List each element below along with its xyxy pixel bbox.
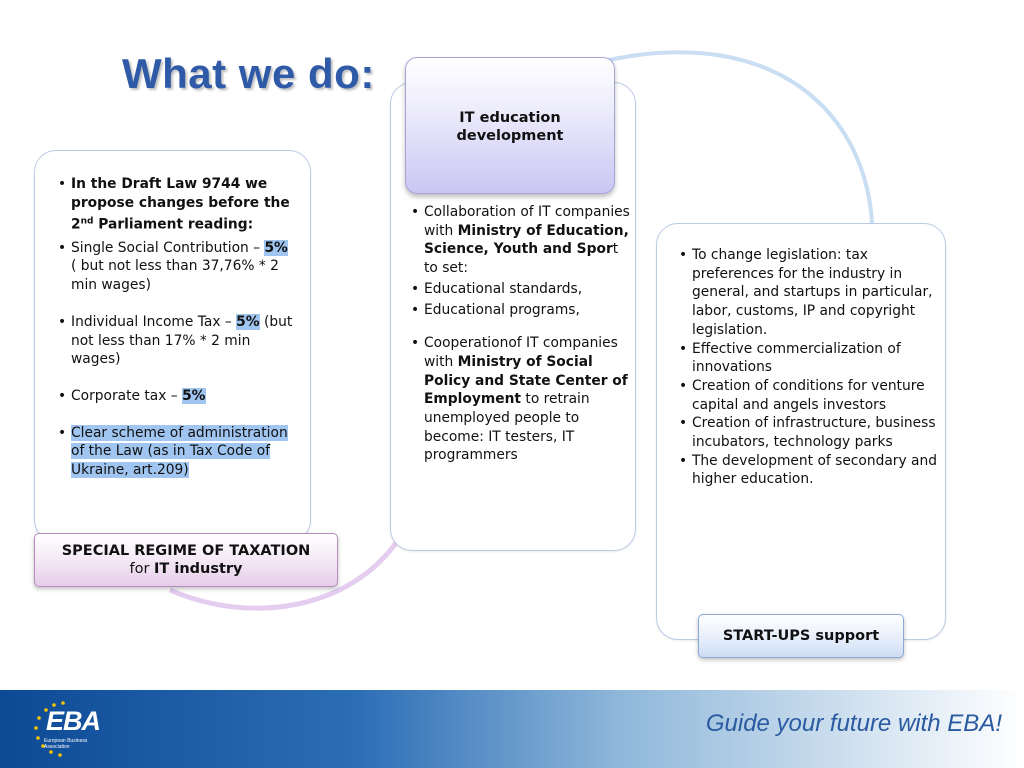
list-item: • Clear scheme of administration of the Law (as in Tax Code of Ukraine, art.209) — [58, 424, 293, 480]
list-item: • The development of secondary and higher education. — [679, 452, 937, 489]
taxation-list — [58, 175, 293, 480]
list-item: • Corporate tax – 5% — [58, 387, 293, 406]
list-item: • Educational standards, — [411, 280, 633, 299]
eba-logo-subtitle: European Business Association — [44, 738, 88, 750]
list-item: • Collaboration of IT companies with Ministry of Education, Science, Youth and Sport to set: — [411, 203, 633, 278]
page-title: What we do: — [122, 50, 375, 97]
list-item: • Single Social Contribution – 5% ( but not less than 37,76% * 2 min wages) — [58, 239, 293, 295]
startups-card — [656, 223, 946, 640]
list-item: • Effective commercialization of innovations — [679, 340, 937, 377]
list-item: • Creation of conditions for venture capital and angels investors — [679, 377, 937, 414]
startups-list — [679, 246, 937, 489]
list-item: • Educational programs, — [411, 301, 633, 320]
list-item: • In the Draft Law 9744 we propose changes before the 2nd Parliament reading: — [58, 175, 293, 235]
list-item: • To change legislation: tax preferences for the industry in general, and startups in particular, labor, customs, IP and copyright legislation. — [679, 246, 937, 340]
startups-label: START-UPS support — [698, 614, 904, 658]
it-education-header: IT education development — [405, 57, 615, 194]
list-item: • Creation of infrastructure, business incubators, technology parks — [679, 414, 937, 451]
list-item: • Individual Income Tax – 5% (but not less than 17% * 2 min wages) — [58, 313, 293, 369]
list-item: • Cooperationof IT companies with Ministry of Social Policy and State Center of Employment to retrain unemployed people to become: IT testers, IT programmers — [411, 334, 633, 465]
taxation-card — [34, 150, 311, 542]
eba-logo: EBA — [46, 706, 101, 736]
it-education-list — [411, 203, 633, 465]
footer-slogan: Guide your future with EBA! — [705, 710, 1002, 737]
special-regime-label: SPECIAL REGIME OF TAXATION for IT industry — [34, 533, 338, 587]
